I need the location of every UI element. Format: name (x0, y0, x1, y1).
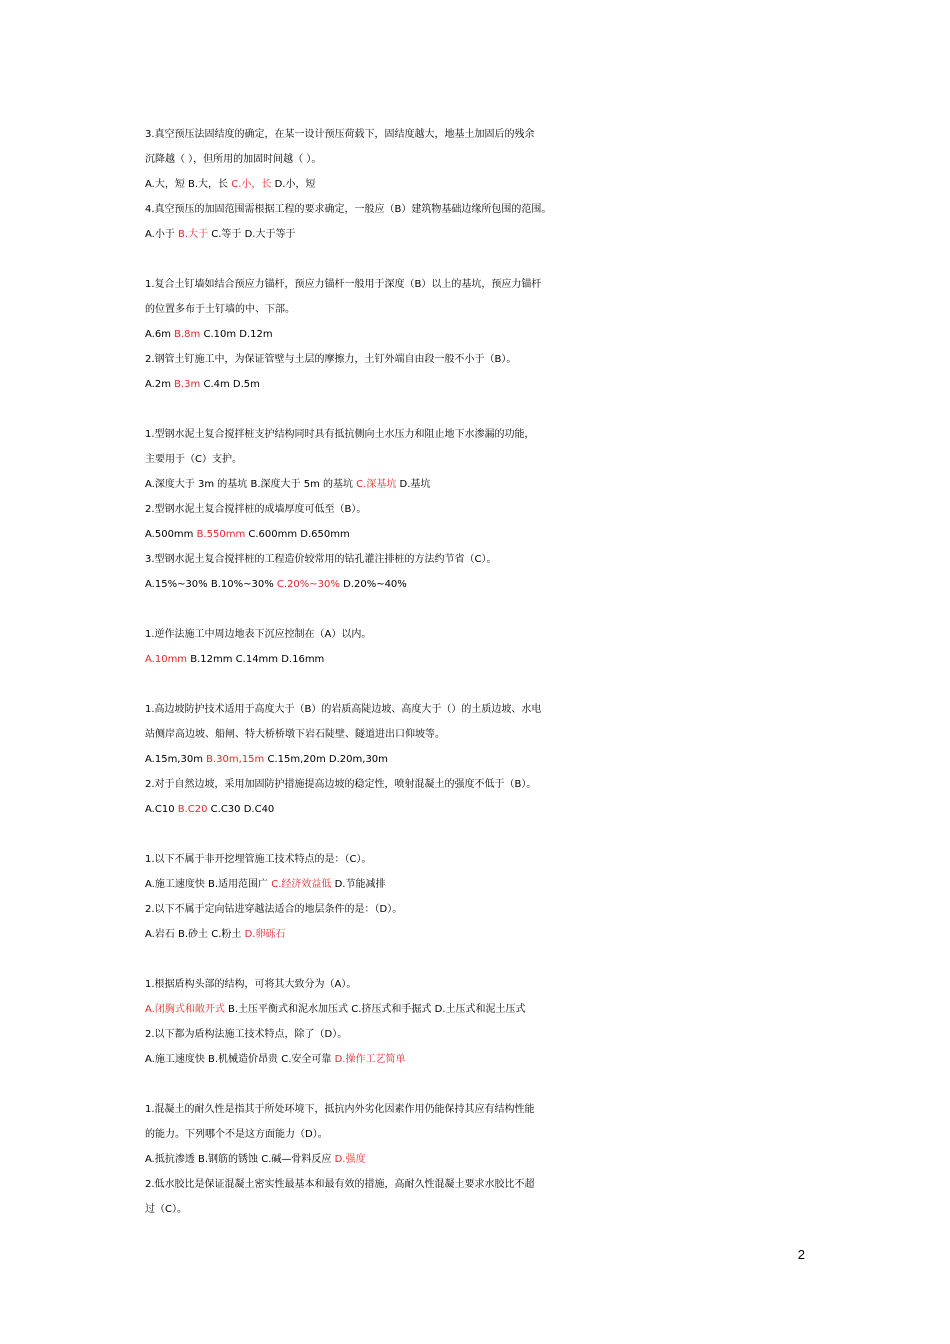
correct-answer: D.卵砾石 (244, 929, 286, 940)
text-segment: 的位置多布于土钉墙的中、下部。 (145, 304, 295, 315)
text-segment: 2.以下都为盾构法施工技术特点，除了（D）。 (145, 1029, 348, 1040)
text-line (145, 1097, 825, 1122)
text-segment: A.施工速度快 B.机械造价昂贵 C.安全可靠 (145, 1054, 335, 1065)
text-segment: A.岩石 B.砂土 C.粉土 (145, 929, 245, 940)
correct-answer: B.8m (174, 329, 201, 340)
text-segment: D.节能减排 (331, 879, 386, 890)
text-line (145, 422, 825, 447)
text-segment: C.10m D.12m (200, 329, 273, 340)
text-line (145, 1172, 825, 1197)
text-line (145, 1122, 825, 1147)
text-segment: 3.真空预压法固结度的确定，在某一设计预压荷载下，固结度越大，地基土加固后的残余 (145, 129, 535, 140)
page-number: 2 (797, 1247, 805, 1262)
correct-answer: A.10mm (145, 654, 188, 665)
text-segment: 站侧岸高边坡、船闸、特大桥桥墩下岩石陡壁、隧道进出口仰坡等。 (145, 729, 445, 740)
blank-line (145, 947, 825, 972)
text-line (145, 197, 825, 222)
text-line (145, 472, 825, 497)
text-segment: C.等于 D.大于等于 (208, 229, 296, 240)
text-segment: C.C30 D.C40 (207, 804, 275, 815)
text-segment: A.抵抗渗透 B.钢筋的锈蚀 C.碱—骨料反应 (145, 1154, 335, 1165)
text-line (145, 147, 825, 172)
correct-answer: C.深基坑 (356, 479, 397, 490)
correct-answer: B.3m (174, 379, 201, 390)
blank-line (145, 597, 825, 622)
text-segment: A.15%~30% B.10%~30% (145, 579, 277, 590)
text-segment: 2.对于自然边坡，采用加固防护措施提高边坡的稳定性，喷射混凝土的强度不低于（B）。 (145, 779, 537, 790)
text-segment: 1.混凝土的耐久性是指其于所处环境下，抵抗内外劣化因素作用仍能保持其应有结构性能 (145, 1104, 535, 1115)
text-segment: C.600mm D.650mm (245, 529, 350, 540)
text-segment: A.2m (145, 379, 175, 390)
text-segment: 1.复合土钉墙如结合预应力锚杆，预应力锚杆一般用于深度（B）以上的基坑，预应力锚杆 (145, 279, 542, 290)
text-segment: 4.真空预压的加固范围需根据工程的要求确定，一般应（B）建筑物基础边缘所包围的范围。 (145, 204, 552, 215)
text-line (145, 372, 825, 397)
blank-line (145, 1072, 825, 1097)
text-line (145, 547, 825, 572)
correct-answer: C.经济效益低 (271, 879, 332, 890)
text-line (145, 722, 825, 747)
text-segment: 主要用于（C）支护。 (145, 454, 242, 465)
text-segment: A.小于 (145, 229, 179, 240)
text-line (145, 522, 825, 547)
text-segment: 2.钢管土钉施工中，为保证管壁与土层的摩擦力，土钉外端自由段一般不小于（B）。 (145, 354, 517, 365)
text-segment: 1.型钢水泥土复合搅拌桩支护结构同时具有抵抗侧向土水压力和阻止地下水渗漏的功能， (145, 429, 535, 440)
text-line (145, 747, 825, 772)
text-line (145, 897, 825, 922)
text-line (145, 997, 825, 1022)
text-segment: 1.逆作法施工中周边地表下沉应控制在（A）以内。 (145, 629, 372, 640)
text-line (145, 797, 825, 822)
blank-line (145, 672, 825, 697)
text-segment: A.6m (145, 329, 175, 340)
text-line (145, 647, 825, 672)
blank-line (145, 247, 825, 272)
text-line (145, 322, 825, 347)
text-line (145, 1022, 825, 1047)
text-segment: 2.以下不属于定向钻进穿越法适合的地层条件的是：（D）。 (145, 904, 403, 915)
text-segment: 1.高边坡防护技术适用于高度大于（B）的岩质高陡边坡、高度大于（）的土质边坡、水电 (145, 704, 542, 715)
text-line (145, 497, 825, 522)
text-line (145, 1047, 825, 1072)
text-segment: B.土压平衡式和泥水加压式 C.挤压式和手掘式 D.土压式和泥土压式 (224, 1004, 526, 1015)
text-line (145, 847, 825, 872)
text-segment: 沉降越（ ），但所用的加固时间越（ ）。 (145, 154, 322, 165)
text-line (145, 872, 825, 897)
text-segment: A.500mm (145, 529, 197, 540)
correct-answer: D.强度 (334, 1154, 366, 1165)
text-line (145, 222, 825, 247)
text-segment: C.15m,20m D.20m,30m (264, 754, 388, 765)
text-line (145, 297, 825, 322)
text-segment: C.4m D.5m (200, 379, 260, 390)
correct-answer: C.20%~30% (276, 579, 340, 590)
text-line (145, 172, 825, 197)
text-line (145, 622, 825, 647)
text-segment: 1.根据盾构头部的结构，可将其大致分为（A）。 (145, 979, 357, 990)
text-line (145, 122, 825, 147)
correct-answer: D.操作工艺简单 (334, 1054, 406, 1065)
correct-answer: B.C20 (177, 804, 208, 815)
text-line (145, 772, 825, 797)
text-segment: A.大，短 B.大，长 (145, 179, 232, 190)
text-line (145, 922, 825, 947)
text-line (145, 1197, 825, 1222)
text-segment: D.20%~40% (339, 579, 407, 590)
text-line (145, 697, 825, 722)
correct-answer: B.30m,15m (206, 754, 265, 765)
correct-answer: C.小，长 (231, 179, 272, 190)
text-segment: 3.型钢水泥土复合搅拌桩的工程造价较常用的钻孔灌注排桩的方法约节省（C）。 (145, 554, 497, 565)
text-segment: 过（C）。 (145, 1204, 187, 1215)
correct-answer: B.550mm (196, 529, 246, 540)
document-body (145, 122, 825, 1222)
text-segment: B.12mm C.14mm D.16mm (187, 654, 325, 665)
blank-line (145, 822, 825, 847)
text-segment: A.施工速度快 B.适用范围广 (145, 879, 272, 890)
text-line (145, 272, 825, 297)
text-segment: A.深度大于 3m 的基坑 B.深度大于 5m 的基坑 (145, 479, 357, 490)
text-segment: D.小，短 (271, 179, 316, 190)
text-segment: 的能力。下列哪个不是这方面能力（D）。 (145, 1129, 328, 1140)
text-line (145, 572, 825, 597)
text-line (145, 1147, 825, 1172)
text-line (145, 347, 825, 372)
text-line (145, 447, 825, 472)
text-segment: 2.低水胶比是保证混凝土密实性最基本和最有效的措施，高耐久性混凝土要求水胶比不超 (145, 1179, 535, 1190)
correct-answer: B.大于 (178, 229, 209, 240)
text-segment: D.基坑 (396, 479, 431, 490)
blank-line (145, 397, 825, 422)
text-segment: 1.以下不属于非开挖埋管施工技术特点的是：（C）。 (145, 854, 372, 865)
text-line (145, 972, 825, 997)
text-segment: A.C10 (145, 804, 178, 815)
text-segment: A.15m,30m (145, 754, 207, 765)
text-segment: 2.型钢水泥土复合搅拌桩的成墙厚度可低至（B）。 (145, 504, 367, 515)
correct-answer: A.闭胸式和敞开式 (145, 1004, 225, 1015)
